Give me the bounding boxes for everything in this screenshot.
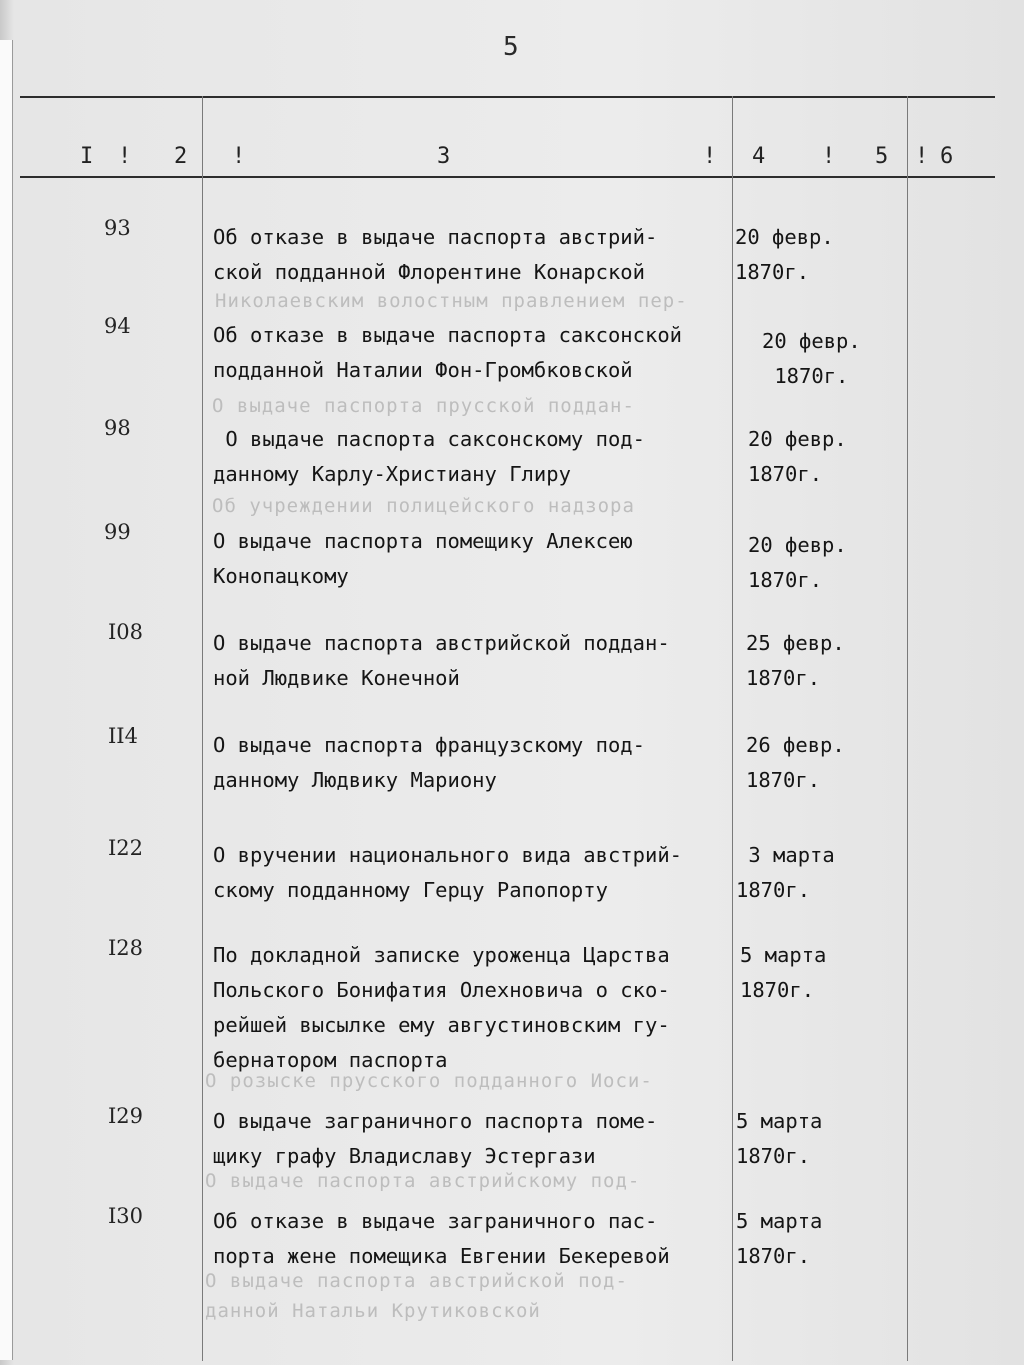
column-separator: ! <box>232 144 246 169</box>
record-date: 26 февр. 1870г. <box>746 733 845 792</box>
record-date: 3 марта 1870г. <box>736 843 835 902</box>
record-date: 20 февр. 1870г. <box>762 329 861 388</box>
column-number: 2 <box>174 144 188 169</box>
record-number: I30 <box>108 1204 144 1228</box>
column-number: I <box>80 144 94 169</box>
column-number: 6 <box>940 144 954 169</box>
record-title: Об отказе в выдаче паспорта саксонской подданной Наталии Фон-Громбковской <box>213 323 682 382</box>
record-number: I08 <box>108 620 144 644</box>
column-separator: ! <box>915 144 929 169</box>
record-number: 98 <box>104 416 131 440</box>
record-date: 5 марта 1870г. <box>736 1209 823 1268</box>
record-date: 25 февр. 1870г. <box>746 631 845 690</box>
column-divider <box>202 96 203 1361</box>
column-divider <box>907 96 908 1361</box>
bleed-through-text: О выдаче паспорта австрийской под- <box>205 1270 628 1292</box>
page-number: 5 <box>503 32 519 62</box>
bleed-through-text: О выдаче паспорта австрийскому под- <box>205 1170 641 1192</box>
record-number: I22 <box>108 836 144 860</box>
record-title: О вручении национального вида австрий- скому подданному Герцу Рапопорту <box>213 843 682 902</box>
record-number: 93 <box>104 216 131 240</box>
record-title: О выдаче паспорта австрийской поддан- ной Людвике Конечной <box>213 631 670 690</box>
header-rule-top <box>20 96 995 98</box>
record-title: Об отказе в выдаче паспорта австрий- ской подданной Флорентине Конарской <box>213 225 658 284</box>
binding-edge <box>0 40 13 1360</box>
column-separator: ! <box>118 144 132 169</box>
column-number: 5 <box>875 144 889 169</box>
bleed-through-text: О выдаче паспорта прусской поддан- <box>212 395 635 417</box>
record-title: О выдаче заграничного паспорта поме- щику графу Владиславу Эстергази <box>213 1109 658 1168</box>
record-number: II4 <box>108 724 138 748</box>
column-number: 3 <box>437 144 451 169</box>
record-date: 20 февр. 1870г. <box>735 225 834 284</box>
record-number: I28 <box>108 936 144 960</box>
header-rule-bottom <box>20 176 995 178</box>
record-date: 5 марта 1870г. <box>736 1109 823 1168</box>
record-title: О выдаче паспорта помещику Алексею Конопацкому <box>213 529 633 588</box>
column-separator: ! <box>703 144 717 169</box>
column-separator: ! <box>822 144 836 169</box>
record-date: 5 марта 1870г. <box>740 943 827 1002</box>
record-title: О выдаче паспорта французскому под- данному Людвику Мариону <box>213 733 645 792</box>
record-date: 20 февр. 1870г. <box>748 427 847 486</box>
record-title: Об отказе в выдаче заграничного пас- порта жене помещика Евгении Бекеревой <box>213 1209 670 1268</box>
record-number: 94 <box>104 314 131 338</box>
record-title: О выдаче паспорта саксонскому под- данному Карлу-Христиану Глиру <box>213 427 645 486</box>
bleed-through-text: Об учреждении полицейского надзора <box>212 495 635 517</box>
record-number: 99 <box>104 520 131 544</box>
record-number: I29 <box>108 1104 144 1128</box>
record-title: По докладной записке уроженца Царства Польского Бонифатия Олехновича о ско- рейшей высылке ему августиновским гу- бернатором паспорта <box>213 943 670 1072</box>
bleed-through-text: Николаевским волостным правлением пер- <box>215 290 688 312</box>
bleed-through-text: данной Натальи Крутиковской <box>205 1300 541 1322</box>
bleed-through-text: О розыске прусского подданного Иоси- <box>205 1070 653 1092</box>
record-date: 20 февр. 1870г. <box>748 533 847 592</box>
column-number: 4 <box>752 144 766 169</box>
